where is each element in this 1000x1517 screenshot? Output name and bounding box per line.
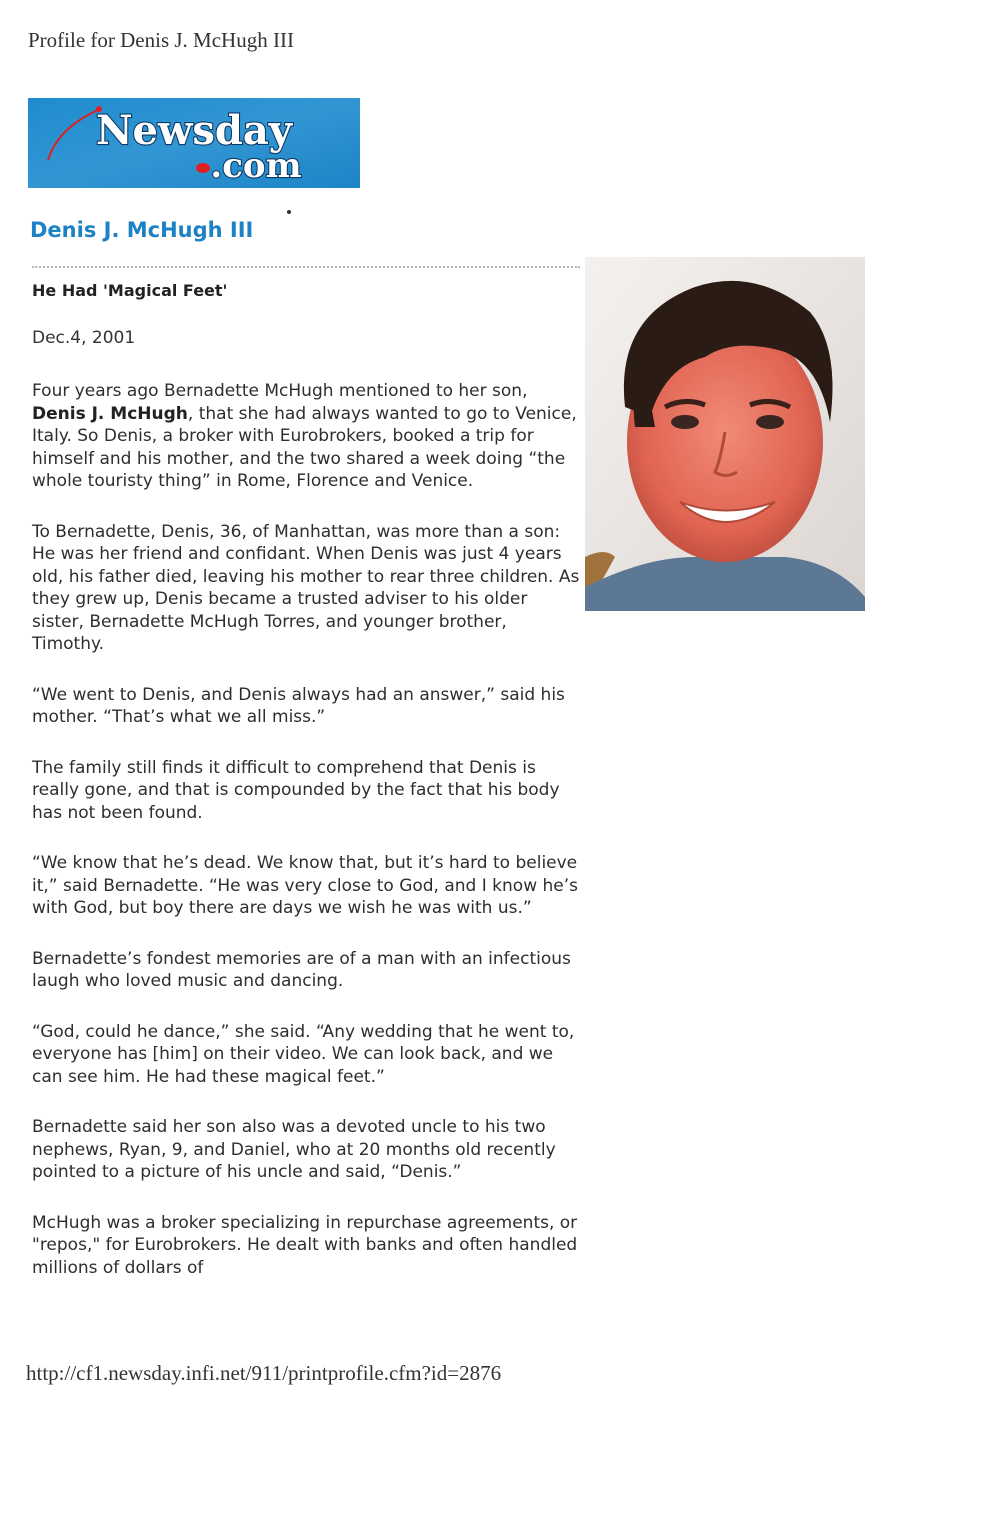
article-paragraph: Bernadette’s fondest memories are of a man with an infectious laugh who loved music and dancing. [32,948,571,991]
article-date: Dec.4, 2001 [32,328,136,348]
article-paragraph: Bernadette said her son also was a devoted uncle to his two nephews, Ryan, 9, and Daniel, who at 20 months old recently pointed to a picture of his uncle and said, “Denis.” [32,1117,556,1182]
article-paragraph: The family still finds it difficult to comprehend that Denis is really gone, and that is compounded by the fact that his body has not been found. [32,757,560,823]
logo-wordmark: Newsday [95,107,293,154]
article-paragraph: “We went to Denis, and Denis always had an answer,” said his mother. “That’s what we all miss.” [32,684,565,727]
article-paragraph: “God, could he dance,” she said. “Any wedding that he went to, everyone has [him] on their video. We can look back, and we can see him. He had these magical feet.” [32,1021,575,1087]
divider [32,266,580,268]
article-headline: He Had 'Magical Feet' [32,281,228,300]
newsday-logo[interactable] [28,98,360,188]
paragraph-text: Four years ago Bernadette McHugh mentioned to her son, [32,381,528,401]
logo-domain: .com [210,146,302,186]
stray-dot [287,210,291,214]
article-body [32,380,584,1279]
paragraph-text: , that she had always wanted to go to Venice, Italy. So Denis, a broker with Eurobrokers, booked a trip for himself and his mother, and the two shared a week doing “the whole touristy thing” in Rome, Florence and Venice. [32,403,577,491]
profile-photo [585,257,865,611]
profile-name: Denis J. McHugh III [30,218,254,242]
source-url[interactable]: http://cf1.newsday.infi.net/911/printprofile.cfm?id=2876 [26,1361,502,1385]
article-paragraph: McHugh was a broker specializing in repurchase agreements, or "repos," for Eurobrokers. He dealt with banks and often handled millions of dollars of [32,1212,578,1278]
bold-name: Denis J. McHugh [32,403,188,424]
article-paragraph: “We know that he’s dead. We know that, but it’s hard to believe it,” said Bernadette. “He was very close to God, and I know he’s with God, but boy there are days we wish he was with us.” [32,853,578,918]
article-paragraph [32,380,584,493]
page-header-title: Profile for Denis J. McHugh III [28,28,294,52]
article-paragraph: To Bernadette, Denis, 36, of Manhattan, was more than a son: He was her friend and confidant. When Denis was just 4 years old, his father died, leaving his mother to rear three children. As they grew up, Denis became a trusted adviser to his older sister, Bernadette McHugh Torres, and younger brother, Timothy. [32,521,580,654]
